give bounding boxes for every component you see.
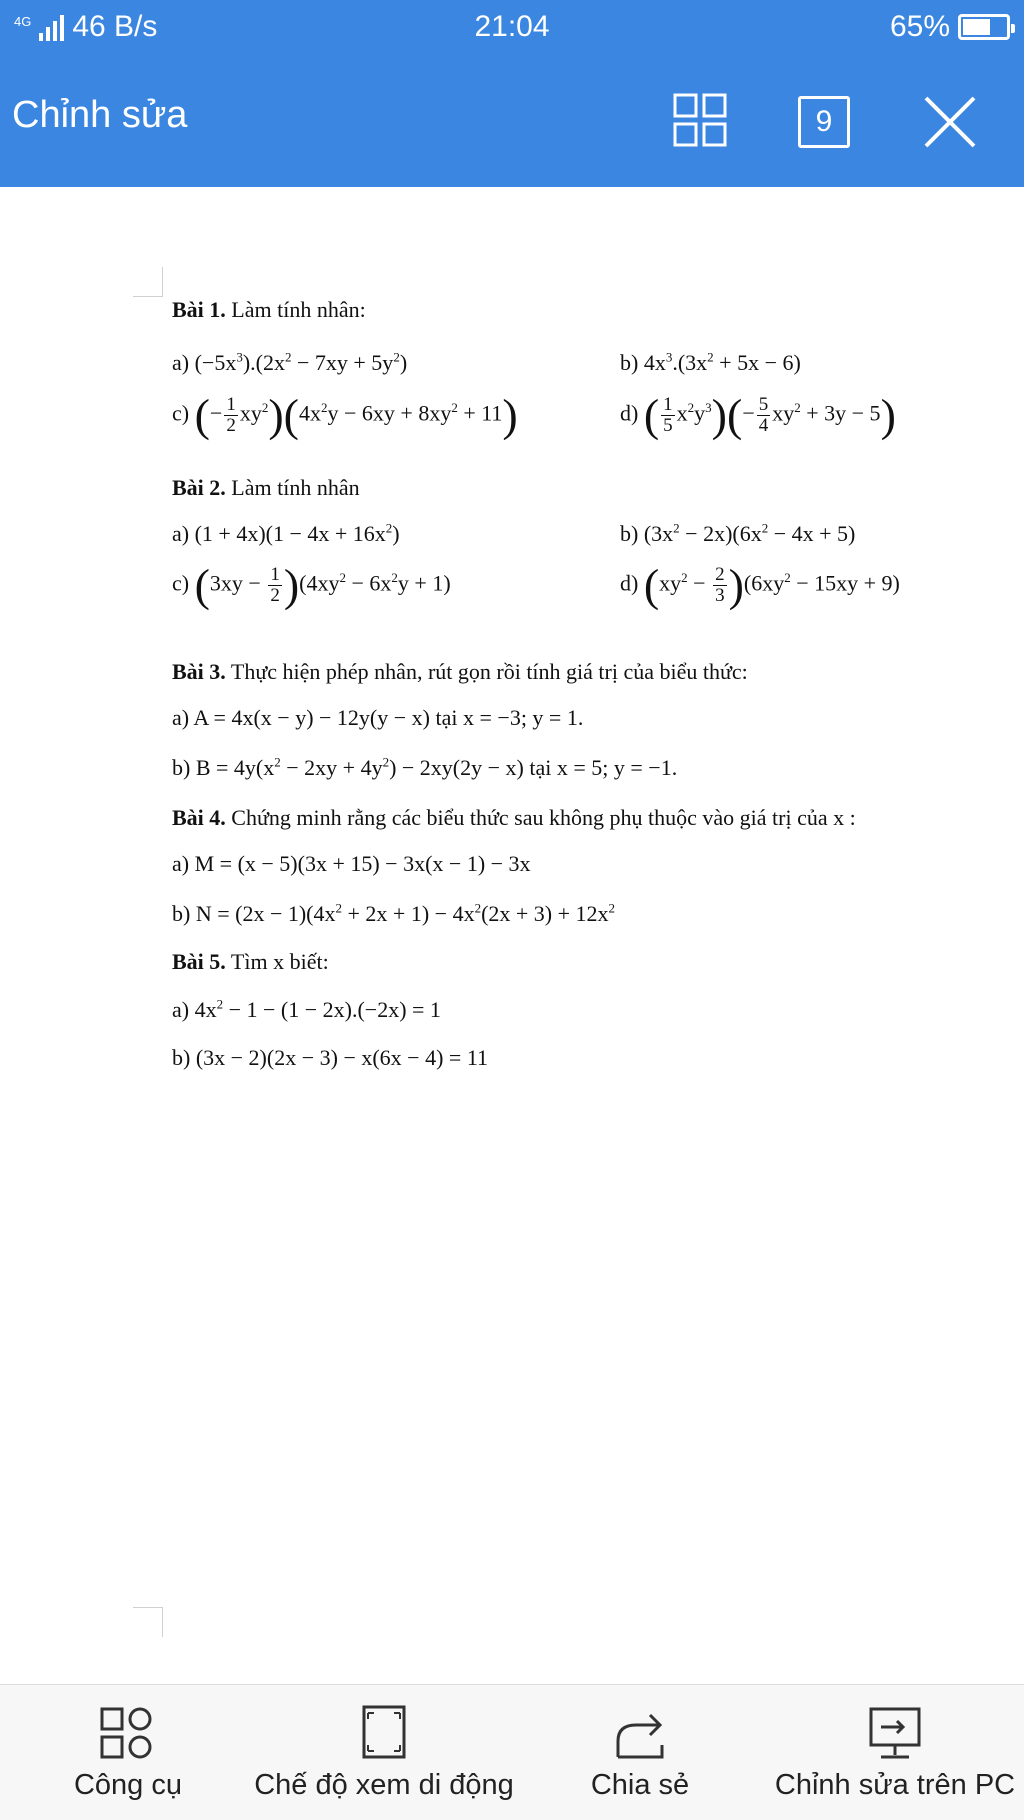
- page-corner-mark: [133, 267, 163, 297]
- exercise-text: Chứng minh rằng các biểu thức sau không phụ thuộc vào giá trị của: [231, 805, 828, 830]
- page-title: Chỉnh sửa: [12, 94, 188, 136]
- tools-button[interactable]: [30, 1685, 226, 1820]
- item-label: d): [620, 570, 639, 596]
- item-label: c): [172, 570, 190, 596]
- mobile-view-label: Chế độ xem di động: [254, 1769, 514, 1801]
- grid-icon: [672, 92, 728, 148]
- item-label: c): [172, 400, 190, 426]
- grid-view-button[interactable]: [672, 92, 728, 148]
- exercise-3-heading: [172, 659, 748, 685]
- exercise-2-heading: [172, 475, 360, 501]
- variable: x :: [833, 805, 856, 830]
- battery-percent: 65%: [889, 10, 950, 43]
- network-speed: 46 B/s: [72, 10, 158, 43]
- app-bar: [0, 56, 1024, 187]
- clock: 21:04: [474, 10, 550, 43]
- top-bar: [0, 0, 1024, 187]
- exercise-4-heading: [172, 805, 856, 831]
- close-button[interactable]: [922, 94, 978, 150]
- exercise-text: Làm tính nhân:: [231, 297, 366, 322]
- item-label: a): [172, 705, 190, 730]
- item-label: a): [172, 521, 190, 546]
- edit-on-pc-button[interactable]: [766, 1685, 1024, 1820]
- item-label: a): [172, 997, 190, 1022]
- exercise-2a: a) $(1 + 4x)(1 - 4x + 16x^2)$: [172, 520, 400, 546]
- exercise-1d: d) ( $\frac{1}{5}$ $x^2y^3)(-$ $\frac{5}{4}$ $xy^2 + 3y - 5$): [620, 389, 896, 441]
- exercise-1-heading: [172, 297, 366, 323]
- item-label: b): [620, 521, 639, 546]
- share-button[interactable]: [570, 1685, 710, 1820]
- item-label: b): [172, 901, 191, 926]
- bottom-toolbar: [0, 1684, 1024, 1820]
- exercise-1a: a) $(-5x^3).(2x^2 - 7xy + 5y^2)$: [172, 349, 408, 375]
- exercise-5b: b) (3x − 2)(2x − 3) − x(6x − 4) = 11: [172, 1045, 489, 1070]
- exercise-label: Bài 3.: [172, 659, 226, 684]
- item-label: b): [172, 1045, 191, 1070]
- item-label: a): [172, 350, 190, 375]
- status-bar: [0, 0, 1024, 56]
- exercise-3b: b) $B = 4y(x^2 - 2xy + 4y^2) - 2xy(2y - x)$ tại x = 5; y = −1.: [172, 754, 678, 780]
- condition-word: tại: [435, 705, 458, 730]
- share-icon: [610, 1705, 670, 1761]
- item-label: b): [620, 350, 639, 375]
- exercise-1c: c) (− $\frac{1}{2}$ $xy^2)(4x^2y - 6xy + 8xy^2 + 11)$: [172, 389, 518, 441]
- item-label: a): [172, 851, 190, 876]
- exercise-4a: a) M = (x − 5)(3x + 15) − 3x(x − 1) − 3x: [172, 851, 531, 876]
- mobile-view-button[interactable]: [250, 1685, 518, 1820]
- page-corner-mark: [133, 1607, 163, 1637]
- document-page[interactable]: [0, 187, 1024, 1684]
- tools-label: Công cụ: [73, 1769, 182, 1801]
- variable: x: [273, 949, 285, 974]
- edit-on-pc-label: Chỉnh sửa trên PC: [774, 1769, 1016, 1801]
- exercise-text: biết:: [289, 949, 329, 974]
- exercise-2b: b) $(3x^2 - 2x)(6x^2 - 4x + 5)$: [620, 520, 856, 546]
- page-count-button[interactable]: 9: [798, 96, 850, 148]
- exercise-text: Làm tính nhân: [231, 475, 360, 500]
- tools-icon: [98, 1705, 158, 1761]
- exercise-1b: b) $4x^3.(3x^2 + 5x - 6)$: [620, 349, 801, 375]
- exercise-label: Bài 1.: [172, 297, 226, 322]
- exercise-2c: c) (3xy − $\frac{1}{2}$ )$(4xy^2 - 6x^2y + 1)$: [172, 559, 451, 611]
- monitor-icon: [865, 1705, 925, 1761]
- close-icon: [922, 94, 978, 150]
- exercise-text: Thực hiện phép nhân, rút gọn rồi tính giá trị của biểu thức:: [230, 659, 748, 684]
- mobile-view-icon: [354, 1705, 414, 1761]
- network-type: 4G: [14, 13, 32, 29]
- battery-fill: [963, 19, 990, 35]
- exercise-label: Bài 4.: [172, 805, 226, 830]
- battery-icon: [958, 14, 1010, 40]
- exercise-5a: a) $4x^2 - 1 - (1 - 2x).(-2x) = 1$: [172, 996, 441, 1022]
- exercise-3a: a) A = 4x(x − y) − 12y(y − x) tại x = −3; y = 1.: [172, 705, 584, 730]
- item-label: b): [172, 755, 191, 780]
- exercise-2d: d) ($xy^2$ − $\frac{2}{3}$ )$(6xy^2 - 15xy + 9)$: [620, 559, 900, 611]
- exercise-4b: b) $N = (2x - 1)(4x^2 + 2x + 1) - 4x^2(2x + 3) + 12x^2$: [172, 900, 616, 926]
- exercise-text: Tìm: [230, 949, 268, 974]
- exercise-label: Bài 5.: [172, 949, 226, 974]
- exercise-5-heading: [172, 949, 329, 975]
- share-label: Chia sẻ: [590, 1769, 690, 1801]
- exercise-label: Bài 2.: [172, 475, 226, 500]
- item-label: d): [620, 400, 639, 426]
- condition-word: tại: [529, 755, 552, 780]
